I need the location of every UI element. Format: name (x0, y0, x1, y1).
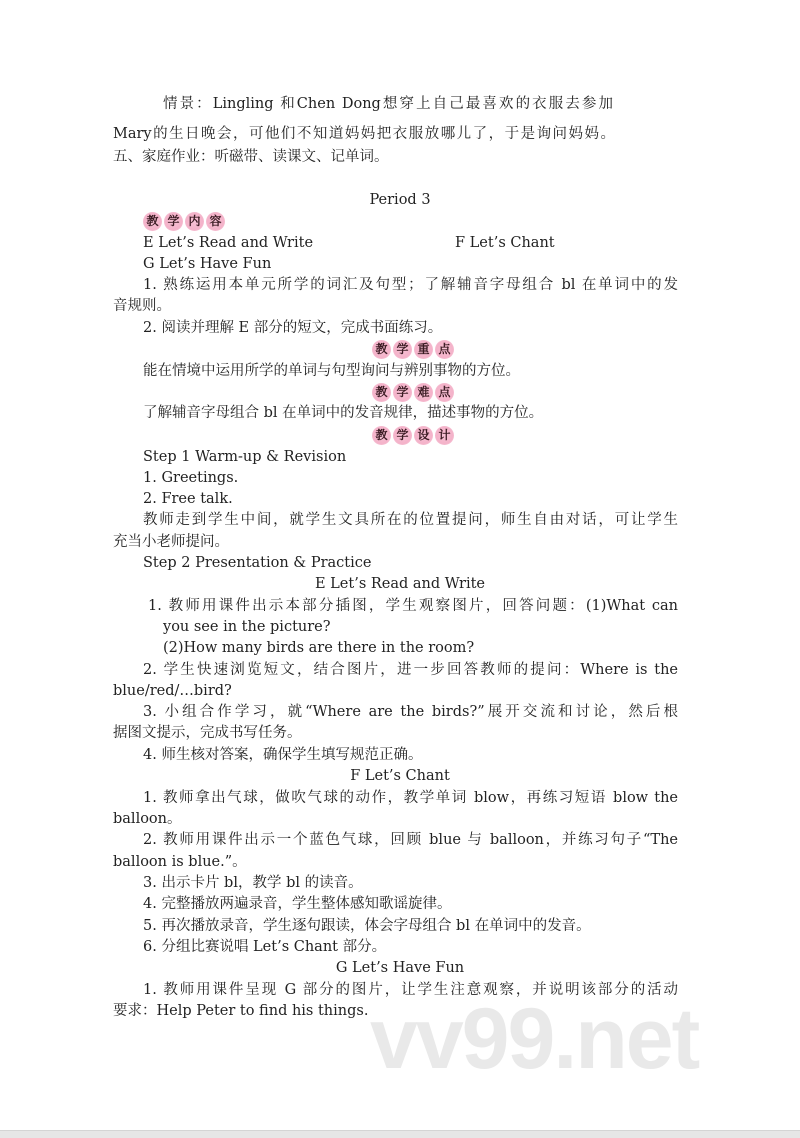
section-heading: G Let’s Have Fun (335, 960, 465, 976)
text-line: 要求：Help Peter to find his things. (113, 1003, 369, 1019)
text-line: 1. 熟练运用本单元所学的词汇及句型；了解辅音字母组合 bl 在单词中的发 (143, 277, 678, 293)
text-line: 1. 教师用课件出示本部分插图，学生观察图片，回答问题：(1)What can (148, 598, 678, 614)
label-char: 教 (143, 212, 162, 231)
label-char: 教 (372, 383, 391, 402)
text-line: 3. 小组合作学习，就“Where are the birds?”展开交流和讨论，然后根 (143, 704, 678, 720)
section-heading: E Let’s Read and Write (314, 576, 486, 592)
text-line: 教师走到学生中间，就学生文具所在的位置提问，师生自由对话，可让学生 (143, 512, 678, 528)
text-line: 2. Free talk. (143, 491, 233, 507)
section-heading: F Let’s Chant (350, 768, 450, 784)
step-heading: Step 2 Presentation & Practice (143, 555, 372, 571)
text-line: balloon is blue.”。 (113, 854, 247, 870)
text-line: balloon。 (113, 811, 182, 827)
label-char: 点 (435, 383, 454, 402)
text-line: 4. 完整播放两遍录音，学生整体感知歌谣旋律。 (143, 896, 452, 912)
text-line: 2. 阅读并理解 E 部分的短文，完成书面练习。 (143, 320, 443, 336)
label-char: 教 (372, 426, 391, 445)
label-char: 教 (372, 340, 391, 359)
text-line: 据图文提示，完成书写任务。 (113, 725, 302, 741)
text-line: 3. 出示卡片 bl，教学 bl 的读音。 (143, 875, 363, 891)
label-key-points (372, 340, 454, 360)
label-char: 学 (164, 212, 183, 231)
text-line: 1. 教师用课件呈现 G 部分的图片，让学生注意观察，并说明该部分的活动 (143, 982, 678, 998)
label-char: 学 (393, 383, 412, 402)
label-char: 内 (185, 212, 204, 231)
text-line: 4. 师生核对答案，确保学生填写规范正确。 (143, 747, 423, 763)
period-title: Period 3 (369, 192, 431, 208)
label-char: 容 (206, 212, 225, 231)
step-heading: Step 1 Warm-up & Revision (143, 449, 347, 465)
label-char: 计 (435, 426, 454, 445)
text-line: 1. 教师拿出气球，做吹气球的动作，教学单词 blow，再练习短语 blow the (143, 790, 678, 806)
text-line: 2. 学生快速浏览短文，结合图片，进一步回答教师的提问：Where is the (143, 662, 678, 678)
label-char: 学 (393, 426, 412, 445)
label-char: 难 (414, 383, 433, 402)
text-line: 音规则。 (113, 298, 171, 314)
watermark: vv99.net (370, 991, 699, 1087)
text-line: 能在情境中运用所学的单词与句型询问与辨别事物的方位。 (143, 363, 520, 379)
text-line: 了解辅音字母组合 bl 在单词中的发音规律，描述事物的方位。 (143, 405, 544, 421)
text-line: 6. 分组比赛说唱 Let’s Chant 部分。 (143, 939, 387, 955)
label-difficulties (372, 383, 454, 403)
label-design (372, 426, 454, 446)
text-line: E Let’s Read and Write (143, 235, 314, 251)
text-line: 五、家庭作业：听磁带、读课文、记单词。 (113, 149, 389, 165)
label-char: 点 (435, 340, 454, 359)
label-teaching-content (143, 212, 225, 232)
text-line: 1. Greetings. (143, 470, 239, 486)
label-char: 学 (393, 340, 412, 359)
label-char: 重 (414, 340, 433, 359)
label-char: 设 (414, 426, 433, 445)
text-line: blue/red/…bird? (113, 683, 232, 699)
text-line: G Let’s Have Fun (143, 256, 272, 272)
text-line: F Let’s Chant (455, 235, 555, 251)
text-line: Mary的生日晚会，可他们不知道妈妈把衣服放哪儿了，于是询问妈妈。 (113, 126, 615, 142)
text-line: you see in the picture? (163, 619, 331, 635)
text-line: 5. 再次播放录音，学生逐句跟读，体会字母组合 bl 在单词中的发音。 (143, 918, 591, 934)
text-line: 2. 教师用课件出示一个蓝色气球，回顾 blue 与 balloon，并练习句子“The (143, 832, 678, 848)
text-line: 充当小老师提问。 (113, 534, 229, 550)
text-line: 情景：Lingling 和Chen Dong想穿上自己最喜欢的衣服去参加 (163, 96, 613, 112)
text-line: (2)How many birds are there in the room? (163, 640, 475, 656)
